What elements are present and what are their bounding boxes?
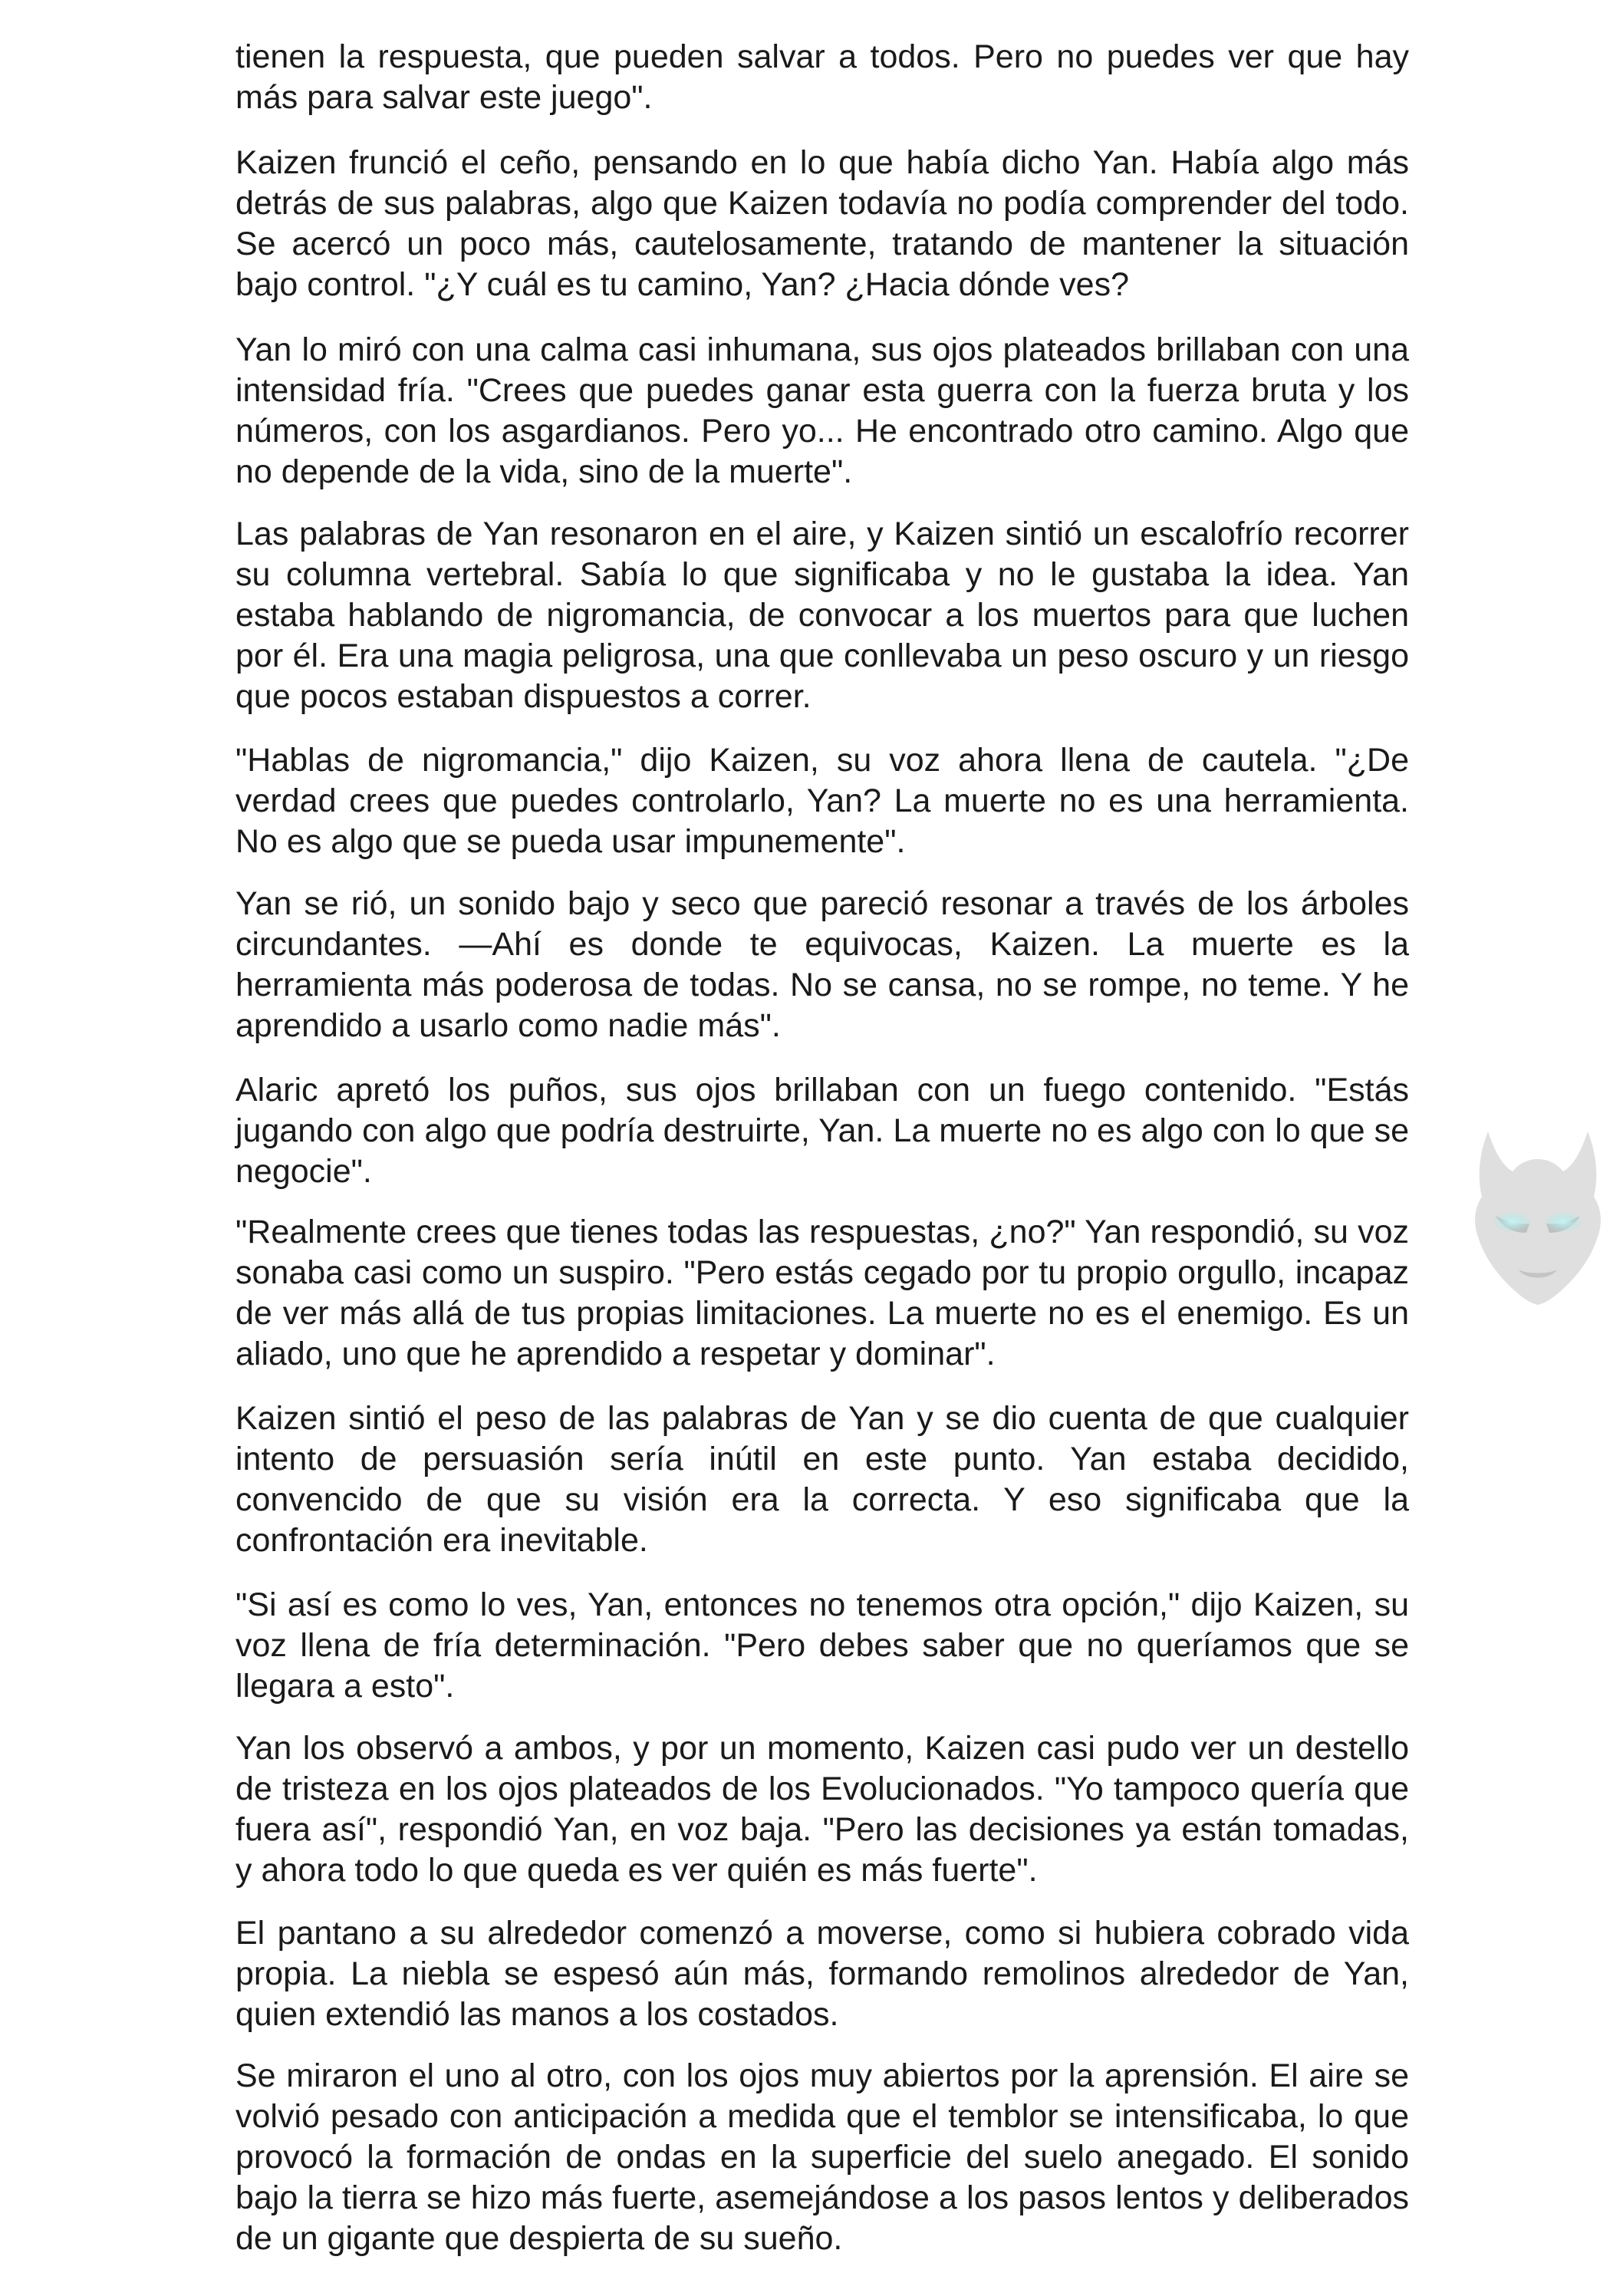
paragraph-1: tienen la respuesta, que pueden salvar a todos. Pero no puedes ver que hay más para salvar este juego". <box>235 38 1409 116</box>
paragraph-8: "Realmente crees que tienes todas las respuestas, ¿no?" Yan respondió, su voz sonaba casi como un suspiro. "Pero estás cegado por tu propio orgullo, incapaz de ver más allá de tus propias limitaciones. La muerte no es el enemigo. Es un aliado, uno que he aprendido a respetar y dominar". <box>235 1214 1409 1372</box>
paragraph-11: Yan los observó a ambos, y por un momento, Kaizen casi pudo ver un destello de tristeza en los ojos plateados de los Evolucionados. "Yo tampoco quería que fuera así", respondió Yan, en voz baja. "Pero las decisiones ya están tomadas, y ahora todo lo que queda es ver quién es más fuerte". <box>235 1730 1409 1889</box>
paragraph-13: Se miraron el uno al otro, con los ojos muy abiertos por la aprensión. El aire se volvió pesado con anticipación a medida que el temblor se intensificaba, lo que provocó la formación de ondas en la superficie del suelo anegado. El sonido bajo la tierra se hizo más fuerte, asemejándose a los pasos lentos y deliberados de un gigante que despierta de su sueño. <box>235 2057 1409 2257</box>
paragraph-7: Alaric apretó los puños, sus ojos brillaban con un fuego contenido. "Estás jugando con algo que podría destruirte, Yan. La muerte no es algo con lo que se negocie". <box>235 1072 1409 1190</box>
paragraph-4: Las palabras de Yan resonaron en el aire, y Kaizen sintió un escalofrío recorrer su columna vertebral. Sabía lo que significaba y no le gustaba la idea. Yan estaba hablando de nigromancia, de convocar a los muertos para que luchen por él. Era una magia peligrosa, una que conllevaba un peso oscuro y un riesgo que pocos estaban dispuestos a correr. <box>235 516 1409 715</box>
paragraph-12: El pantano a su alrededor comenzó a moverse, como si hubiera cobrado vida propia. La niebla se espesó aún más, formando remolinos alrededor de Yan, quien extendió las manos a los costados. <box>235 1915 1409 2033</box>
paragraph-3: Yan lo miró con una calma casi inhumana, sus ojos plateados brillaban con una intensidad fría. "Crees que puedes ganar esta guerra con la fuerza bruta y los números, con los asgardianos. Pero yo... He encontrado otro camino. Algo que no depende de la vida, sino de la muerte". <box>235 331 1409 490</box>
paragraph-6: Yan se rió, un sonido bajo y seco que pareció resonar a través de los árboles circundantes. —Ahí es donde te equivocas, Kaizen. La muerte es la herramienta más poderosa de todas. No se cansa, no se rompe, no teme. Y he aprendido a usarlo como nadie más". <box>235 885 1409 1044</box>
paragraph-5: "Hablas de nigromancia," dijo Kaizen, su voz ahora llena de cautela. "¿De verdad crees que puedes controlarlo, Yan? La muerte no es una herramienta. No es algo que se pueda usar impunemente". <box>235 742 1409 860</box>
demon-head-icon <box>1465 1124 1611 1308</box>
paragraph-9: Kaizen sintió el peso de las palabras de Yan y se dio cuenta de que cualquier intento de persuasión sería inútil en este punto. Yan estaba decidido, convencido de que su visión era la correcta. Y eso significaba que la confrontación era inevitable. <box>235 1400 1409 1559</box>
paragraph-10: "Si así es como lo ves, Yan, entonces no tenemos otra opción," dijo Kaizen, su voz llena de fría determinación. "Pero debes saber que no queríamos que se llegara a esto". <box>235 1586 1409 1705</box>
paragraph-2: Kaizen frunció el ceño, pensando en lo que había dicho Yan. Había algo más detrás de sus palabras, algo que Kaizen todavía no podía comprender del todo. Se acercó un poco más, cautelosamente, tratando de mantener la situación bajo control. "¿Y cuál es tu camino, Yan? ¿Hacia dónde ves? <box>235 144 1409 303</box>
